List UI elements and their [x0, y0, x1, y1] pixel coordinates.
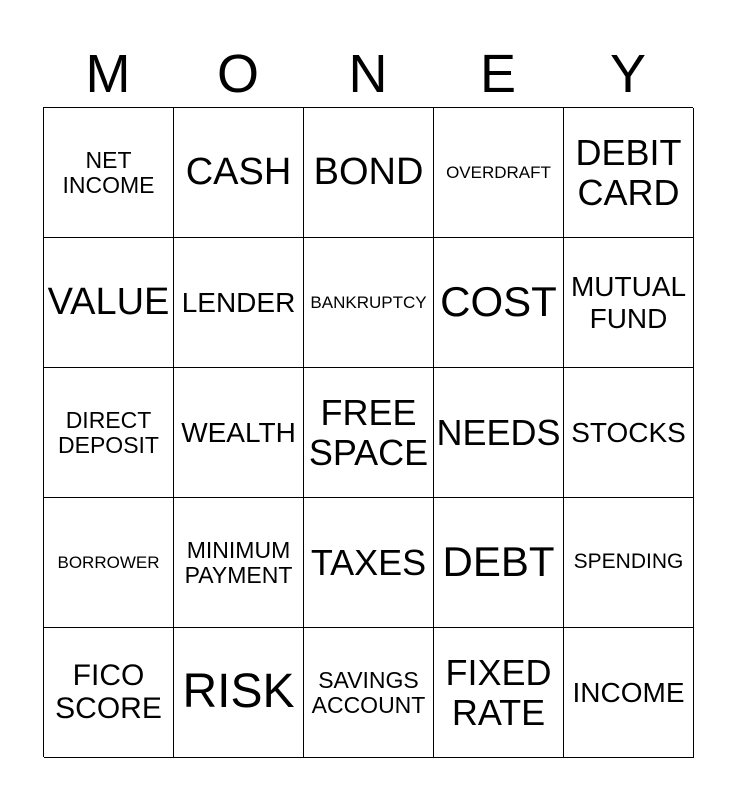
bingo-cell-mutual-fund[interactable]: MUTUAL FUND	[564, 238, 694, 368]
header-letter-n: N	[348, 44, 388, 104]
header-letter-e: E	[479, 44, 517, 104]
bingo-cell-spending[interactable]: SPENDING	[564, 498, 694, 628]
bingo-cell-overdraft[interactable]: OVERDRAFT	[434, 108, 564, 238]
bingo-cell-fixed-rate[interactable]: FIXED RATE	[434, 628, 564, 758]
bingo-cell-cost[interactable]: COST	[434, 238, 564, 368]
bingo-board	[43, 107, 693, 757]
bingo-header	[43, 42, 693, 106]
bingo-cell-debit-card[interactable]: DEBIT CARD	[564, 108, 694, 238]
bingo-cell-free-space[interactable]: FREE SPACE	[304, 368, 434, 498]
bingo-cell-taxes[interactable]: TAXES	[304, 498, 434, 628]
bingo-cell-direct-deposit[interactable]: DIRECT DEPOSIT	[44, 368, 174, 498]
bingo-cell-savings-account[interactable]: SAVINGS ACCOUNT	[304, 628, 434, 758]
bingo-cell-bond[interactable]: BOND	[304, 108, 434, 238]
bingo-cell-bankruptcy[interactable]: BANKRUPTCY	[304, 238, 434, 368]
header-letter-m: M	[85, 44, 131, 104]
bingo-cell-wealth[interactable]: WEALTH	[174, 368, 304, 498]
bingo-cell-income[interactable]: INCOME	[564, 628, 694, 758]
bingo-cell-lender[interactable]: LENDER	[174, 238, 304, 368]
bingo-cell-net-income[interactable]: NET INCOME	[44, 108, 174, 238]
bingo-cell-stocks[interactable]: STOCKS	[564, 368, 694, 498]
bingo-cell-value[interactable]: VALUE	[44, 238, 174, 368]
bingo-cell-borrower[interactable]: BORROWER	[44, 498, 174, 628]
bingo-cell-minimum-payment[interactable]: MINIMUM PAYMENT	[174, 498, 304, 628]
bingo-cell-cash[interactable]: CASH	[174, 108, 304, 238]
bingo-cell-debt[interactable]: DEBT	[434, 498, 564, 628]
header-letter-y: Y	[609, 44, 647, 104]
bingo-cell-needs[interactable]: NEEDS	[434, 368, 564, 498]
header-letter-o: O	[216, 44, 259, 104]
bingo-cell-risk[interactable]: RISK	[174, 628, 304, 758]
bingo-cell-fico-score[interactable]: FICO SCORE	[44, 628, 174, 758]
